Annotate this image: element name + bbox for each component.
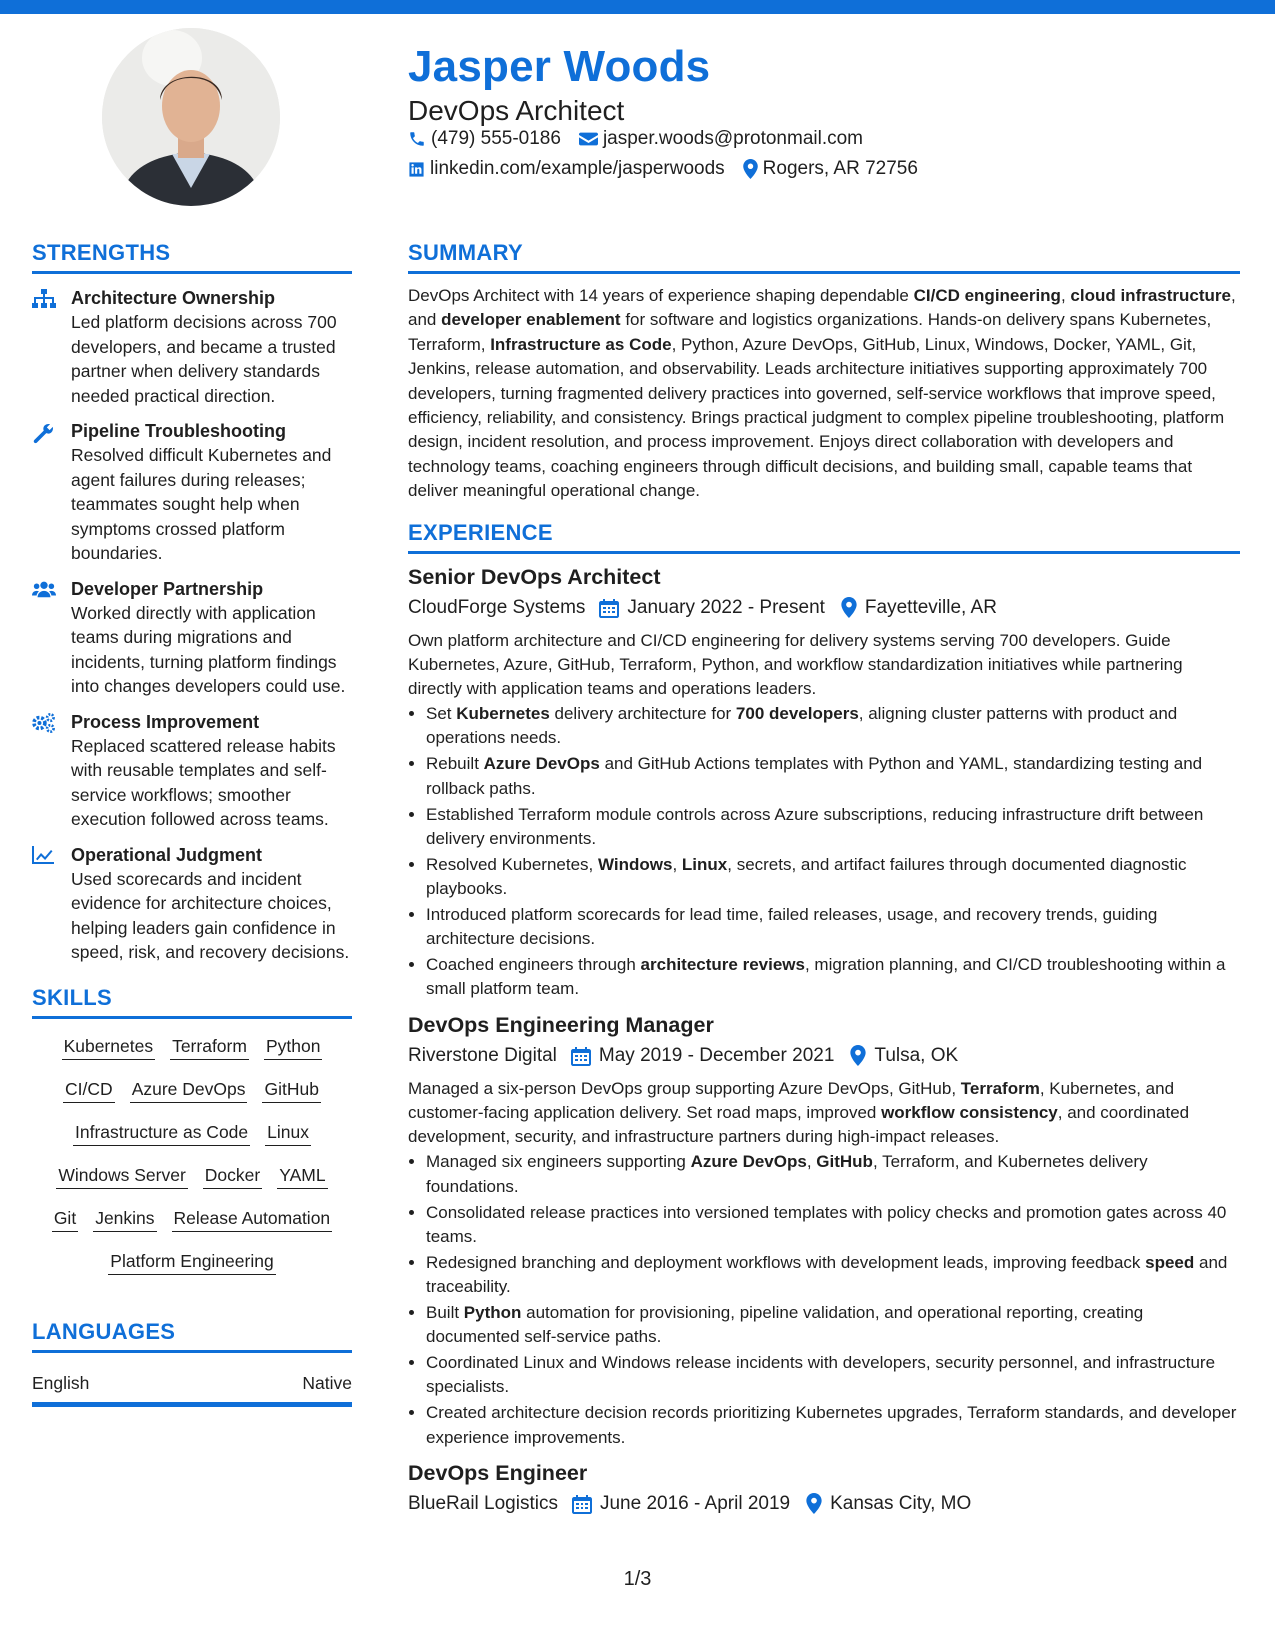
candidate-name: Jasper Woods <box>408 42 711 91</box>
text-run: for software and logistics organizations. Hands-on delivery spans Kubernetes, Terraform, <box>408 310 1212 354</box>
text-run: Coached engineers through <box>426 955 641 975</box>
calendar-icon <box>572 1494 592 1514</box>
language-level: Native <box>302 1372 352 1393</box>
experience-section <box>408 520 1240 1518</box>
bullet-item <box>426 953 1240 1001</box>
text-run: , aligning cluster patterns with product and operations needs. <box>426 704 1178 748</box>
text-run: DevOps Architect with 14 years of experience shaping dependable <box>408 286 914 305</box>
skill-tag: Jenkins <box>93 1207 156 1232</box>
company-name: BlueRail Logistics <box>408 1492 558 1514</box>
skill-tag: Infrastructure as Code <box>73 1121 250 1146</box>
bold-text: CI/CD engineering <box>913 286 1061 305</box>
job-meta <box>408 594 1240 622</box>
bold-text: Windows <box>598 854 673 874</box>
bold-text: Azure DevOps <box>483 754 600 774</box>
bold-text: 700 developers <box>735 704 859 724</box>
skills-row <box>108 1250 275 1275</box>
text-run: automation for provisioning, pipeline validation, and operational reporting, creating documented self-service paths. <box>426 1302 1144 1347</box>
job-meta <box>408 1490 1240 1518</box>
text-run: Set <box>426 704 457 724</box>
bullet-item <box>426 803 1240 851</box>
text-run: Established Terraform module controls across Azure subscriptions, reducing infrastructure drift between delivery environments. <box>426 804 1204 848</box>
strength-title: Operational Judgment <box>71 844 263 865</box>
bullet-item <box>426 1150 1240 1198</box>
skills-row <box>52 1207 332 1232</box>
job-description <box>408 1077 1240 1150</box>
text-run: Built <box>426 1302 464 1322</box>
strengths-list <box>32 286 352 965</box>
strength-item <box>32 286 352 408</box>
bold-text: developer enablement <box>441 310 621 330</box>
job-title: Senior DevOps Architect <box>408 564 661 589</box>
strength-title: Process Improvement <box>71 711 260 732</box>
bold-text: Infrastructure as Code <box>490 334 672 354</box>
location-text: Rogers, AR 72756 <box>762 158 918 179</box>
page-number: 1/3 <box>623 1568 652 1590</box>
bold-text: workflow consistency <box>881 1102 1058 1122</box>
skill-tag: CI/CD <box>63 1078 115 1103</box>
strength-description: Led platform decisions across 700 developers, and became a trusted partner when delivery standards needed practical direction. <box>71 312 337 406</box>
strength-title: Developer Partnership <box>71 578 264 599</box>
map-pin-icon <box>841 597 857 618</box>
skill-tag: YAML <box>277 1164 327 1189</box>
job-dates: May 2019 - December 2021 <box>598 1044 835 1066</box>
job-entry <box>408 562 1240 1002</box>
skill-tag: Terraform <box>170 1035 249 1060</box>
experience-heading: EXPERIENCE <box>408 520 1240 554</box>
text-run: , and <box>408 286 1236 330</box>
text-run: Coordinated Linux and Windows release incidents with developers, security personnel, and infrastructure specialists. <box>426 1353 1216 1397</box>
text-run: , Python, Azure DevOps, GitHub, Linux, Windows, Docker, YAML, Git, Jenkins, release automation, and observability. Leads architecture initiatives supporting approximately 700 developers, turning fragmented delivery practices into governed, self-service workflows that improve speed, efficiency, reliability, and consistency. Brings practical judgment to complex pipeline troubleshooting, platform design, incident resolution, and process improvement. Enjoys direct collaboration with developers and technology teams, coaching engineers through difficult decisions, and building small, capable teams that deliver meaningful operational change. <box>408 334 1225 501</box>
location-contact <box>743 158 918 180</box>
gears-icon <box>32 713 56 733</box>
text-run: Resolved Kubernetes, <box>426 854 598 874</box>
strength-item <box>32 843 352 965</box>
job-meta <box>408 1042 1240 1070</box>
bullet-item <box>426 1351 1240 1399</box>
bullet-item <box>426 752 1240 800</box>
language-row <box>32 1373 352 1407</box>
job-location: Tulsa, OK <box>874 1044 959 1066</box>
skill-tag: Platform Engineering <box>108 1250 275 1275</box>
phone-contact <box>408 128 561 150</box>
skill-tag: Release Automation <box>172 1207 333 1232</box>
text-run: Created architecture decision records prioritizing Kubernetes upgrades, Terraform standards, and developer experience improvements. <box>426 1403 1237 1447</box>
bold-text: architecture reviews <box>640 955 805 975</box>
top-accent-bar <box>0 0 1275 14</box>
linkedin-contact[interactable] <box>408 158 725 180</box>
skills-row <box>73 1121 311 1146</box>
skill-tag: GitHub <box>262 1078 320 1103</box>
linkedin-icon <box>408 161 425 178</box>
bullet-item <box>426 1201 1240 1249</box>
users-icon <box>32 580 56 600</box>
bold-text: Python <box>463 1302 522 1322</box>
bold-text: cloud infrastructure <box>1070 286 1231 305</box>
job-location: Kansas City, MO <box>830 1492 972 1514</box>
calendar-icon <box>599 598 619 618</box>
job-dates: June 2016 - April 2019 <box>599 1492 791 1514</box>
job-title: DevOps Engineer <box>408 1460 588 1485</box>
skills-row <box>62 1035 323 1060</box>
text-run: , <box>1060 286 1071 305</box>
candidate-title: DevOps Architect <box>408 95 625 126</box>
bullet-item <box>426 702 1240 750</box>
skill-tag: Docker <box>203 1164 262 1189</box>
chart-line-icon <box>32 846 56 866</box>
bold-text: Terraform <box>960 1078 1040 1098</box>
phone-text: (479) 555-0186 <box>431 128 561 149</box>
text-run: , and coordinated development, security, and infrastructure partners during high-impact releases. <box>408 1102 1190 1147</box>
language-name: English <box>32 1372 90 1393</box>
strength-title: Architecture Ownership <box>71 288 276 308</box>
skill-tag: Kubernetes <box>62 1035 156 1060</box>
text-run: , Kubernetes, and customer-facing application delivery. Set road maps, improved <box>408 1078 1175 1122</box>
bullet-item <box>426 1251 1240 1299</box>
skills-heading: SKILLS <box>32 985 352 1019</box>
text-run: delivery architecture for <box>549 704 736 724</box>
bold-text: Kubernetes <box>456 704 550 724</box>
text-run: and traceability. <box>426 1252 1228 1296</box>
text-run: , <box>672 854 682 874</box>
strength-description: Resolved difficult Kubernetes and agent failures during releases; teammates sought help when symptoms crossed platform boundaries. <box>71 445 332 563</box>
strength-item <box>32 419 352 566</box>
job-title: DevOps Engineering Manager <box>408 1012 714 1037</box>
bullet-item <box>426 853 1240 901</box>
contact-row-1 <box>408 128 863 150</box>
text-run: Rebuilt <box>426 754 484 774</box>
text-run: Managed a six-person DevOps group supporting Azure DevOps, GitHub, <box>408 1078 961 1098</box>
text-run: , <box>806 1152 817 1172</box>
company-name: Riverstone Digital <box>408 1044 557 1066</box>
strength-item <box>32 577 352 699</box>
skill-tag: Git <box>52 1207 78 1232</box>
profile-photo <box>102 28 280 206</box>
bold-text: speed <box>1145 1252 1195 1272</box>
left-column <box>32 240 352 1407</box>
languages-heading: LANGUAGES <box>32 1319 352 1353</box>
job-description: Own platform architecture and CI/CD engineering for delivery systems serving 700 developers. Guide Kubernetes, Azure, GitHub, Terraform, Python, and workflow standardization initiatives while partnering directly with application teams and operations leaders. <box>408 630 1183 699</box>
sitemap-icon <box>32 289 56 309</box>
skill-tag: Windows Server <box>56 1164 187 1189</box>
skills-grid <box>32 1035 352 1275</box>
job-dates: January 2022 - Present <box>627 596 825 618</box>
map-pin-icon <box>850 1045 866 1066</box>
envelope-icon <box>579 131 598 147</box>
strengths-heading: STRENGTHS <box>32 240 352 274</box>
text-run: Redesigned branching and deployment workflows with development leads, improving feedback <box>426 1252 1146 1272</box>
job-list <box>408 562 1240 1518</box>
summary-text <box>408 284 1240 504</box>
bullet-item <box>426 903 1240 951</box>
summary-heading: SUMMARY <box>408 240 1240 274</box>
skills-row <box>56 1164 327 1189</box>
job-location: Fayetteville, AR <box>864 596 997 618</box>
strength-description: Worked directly with application teams during migrations and incidents, turning platform findings into changes developers could use. <box>71 602 346 696</box>
map-pin-icon <box>806 1493 822 1514</box>
strength-description: Replaced scattered release habits with reusable templates and self-service workflows; smoother execution followed across teams. <box>71 735 336 829</box>
linkedin-text[interactable]: linkedin.com/example/jasperwoods <box>430 158 725 179</box>
skill-tag: Azure DevOps <box>130 1078 248 1103</box>
skill-tag: Linux <box>265 1121 311 1146</box>
email-contact[interactable] <box>579 128 863 150</box>
contact-row-2 <box>408 158 918 180</box>
right-column <box>408 240 1240 1518</box>
job-entry <box>408 1010 1240 1450</box>
calendar-icon <box>571 1046 591 1066</box>
text-run: and GitHub Actions templates with Python and YAML, standardizing testing and rollback paths. <box>426 754 1203 798</box>
skills-row <box>63 1078 321 1103</box>
skills-section <box>32 985 352 1275</box>
text-run: , secrets, and artifact failures through documented diagnostic playbooks. <box>426 854 1187 899</box>
strength-description: Used scorecards and incident evidence for architecture choices, helping leaders gain confidence in speed, risk, and recovery decisions. <box>71 868 350 962</box>
wrench-icon <box>32 422 56 442</box>
bullet-item <box>426 1401 1240 1449</box>
text-run: , migration planning, and CI/CD troubleshooting within a small platform team. <box>426 955 1226 999</box>
company-name: CloudForge Systems <box>408 596 586 618</box>
text-run: Introduced platform scorecards for lead time, failed releases, usage, and recovery trends, guiding architecture decisions. <box>426 905 1158 949</box>
bold-text: Linux <box>681 854 728 874</box>
skill-tag: Python <box>264 1035 322 1060</box>
bold-text: GitHub <box>816 1152 873 1172</box>
text-run: , Terraform, and Kubernetes delivery foundations. <box>426 1152 1148 1196</box>
strength-item <box>32 710 352 832</box>
phone-icon <box>408 130 426 148</box>
text-run: Managed six engineers supporting <box>426 1152 691 1172</box>
bold-text: Azure DevOps <box>690 1152 807 1172</box>
map-pin-icon <box>743 159 758 179</box>
job-entry <box>408 1458 1240 1518</box>
bullet-item <box>426 1301 1240 1349</box>
email-text[interactable]: jasper.woods@protonmail.com <box>602 128 864 149</box>
job-bullets <box>408 702 1240 1001</box>
languages-section <box>32 1319 352 1407</box>
job-bullets <box>408 1150 1240 1449</box>
text-run: Consolidated release practices into versioned templates with policy checks and promotion gates across 40 teams. <box>426 1202 1227 1246</box>
strength-title: Pipeline Troubleshooting <box>71 421 287 441</box>
